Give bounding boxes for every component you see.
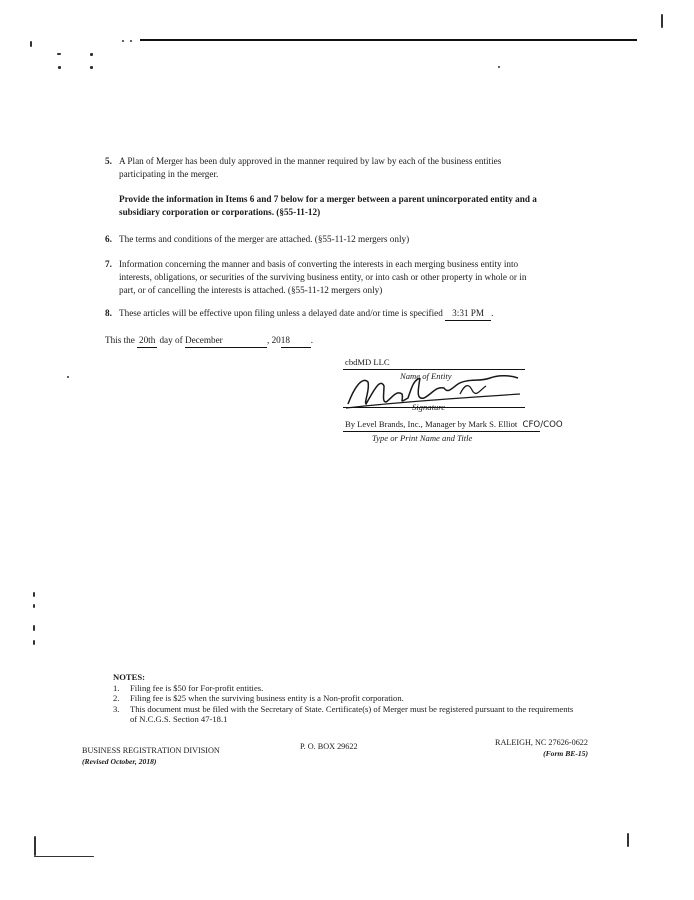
scan-speck [34, 856, 94, 857]
effective-text: These articles will be effective upon filing unless a delayed date and/or time is specified [119, 308, 443, 318]
note-text: Filing fee is $50 for For-profit entities. [130, 682, 264, 693]
name-title-line [343, 431, 540, 432]
item-text: The terms and conditions of the merger are attached. (§55-11-12 mergers only) [119, 234, 410, 244]
year-field[interactable]: 18 [281, 334, 311, 348]
scan-speck [34, 836, 36, 856]
scan-speck [90, 66, 93, 69]
note-number: 1. [113, 682, 120, 693]
signature-label: Signature [412, 402, 446, 412]
scan-speck [30, 41, 32, 47]
entity-name[interactable]: cbdMD LLC [345, 357, 390, 367]
day-field[interactable]: 20th [137, 334, 157, 348]
scan-speck [33, 604, 35, 608]
date-prefix: This the [105, 335, 135, 345]
footer-po-box: P. O. BOX 29622 [300, 742, 358, 751]
entity-name-label: Name of Entity [400, 371, 452, 381]
signer-title: CFO/COO [522, 420, 563, 430]
note-item [113, 693, 583, 704]
item-number: 7. [105, 259, 112, 269]
top-rule [140, 39, 637, 41]
item-text: A Plan of Merger has been duly approved in the manner required by law by each of the business entities participating in the merger. [119, 156, 502, 179]
signer-name: By Level Brands, Inc., Manager by Mark S. Elliot [345, 419, 518, 429]
item-8 [105, 307, 565, 321]
city-zip: RALEIGH, NC 27626-0622 [494, 738, 588, 747]
scan-speck [33, 640, 35, 645]
notes-heading: NOTES: [113, 672, 145, 682]
scan-speck [122, 40, 124, 42]
scan-speck [90, 53, 93, 56]
scan-speck [33, 592, 35, 597]
item-number: 6. [105, 234, 112, 244]
item-number: 8. [105, 308, 112, 318]
revised-date: (Revised October, 2018) [82, 757, 157, 766]
item-5 [105, 155, 545, 183]
scan-speck [67, 376, 69, 378]
division-name: BUSINESS REGISTRATION DIVISION [82, 746, 220, 755]
scan-speck [58, 66, 61, 69]
note-number: 3. [113, 703, 120, 714]
note-text: This document must be filed with the Secretary of State. Certificate(s) of Merger must be registered pursuant to the requirements of N.C.G.S. Section 47-18.1 [130, 703, 574, 724]
form-number: (Form BE-15) [543, 749, 588, 758]
date-line [105, 334, 405, 348]
item-6 [105, 233, 545, 247]
scan-speck [498, 66, 500, 68]
scan-speck [33, 625, 35, 631]
note-number: 2. [113, 693, 120, 703]
notes-section [113, 672, 583, 724]
instruction-text: Provide the information in Items 6 and 7 below for a merger between a parent unincorporated entity and a subsidiary corporation or corporations. (§55-11-12) [119, 194, 537, 217]
day-of-text: day of [159, 335, 183, 345]
footer-division [82, 745, 220, 767]
scan-speck [57, 53, 61, 55]
effective-time-field[interactable]: 3:31 PM [445, 307, 491, 321]
item-7 [105, 258, 545, 300]
signer-name-title[interactable] [345, 419, 563, 430]
month-field[interactable]: December [185, 334, 267, 348]
scan-speck [627, 833, 629, 847]
footer-address [478, 737, 588, 759]
scan-speck [130, 40, 132, 42]
year-prefix: , 20 [266, 335, 281, 345]
note-item [113, 683, 583, 694]
item-text: Information concerning the manner and basis of converting the interests in each merging business entity into interests, obligations, or securities of the surviving business entity, or into cash or other property in whole or in part, or of cancelling the interests is attached. (§55-11-12 mergers only) [119, 259, 527, 295]
item-number: 5. [105, 156, 112, 166]
scan-speck [661, 14, 663, 28]
date-end: . [310, 335, 314, 345]
note-text: Filing fee is $25 when the surviving business entity is a Non-profit corporation. [130, 693, 404, 703]
note-item [113, 704, 583, 725]
item-text: These articles will be effective upon filing unless a delayed date and/or time is specified 3:31 PM . [119, 307, 565, 321]
items-6-7-instruction [105, 193, 545, 221]
name-title-label: Type or Print Name and Title [372, 433, 473, 443]
